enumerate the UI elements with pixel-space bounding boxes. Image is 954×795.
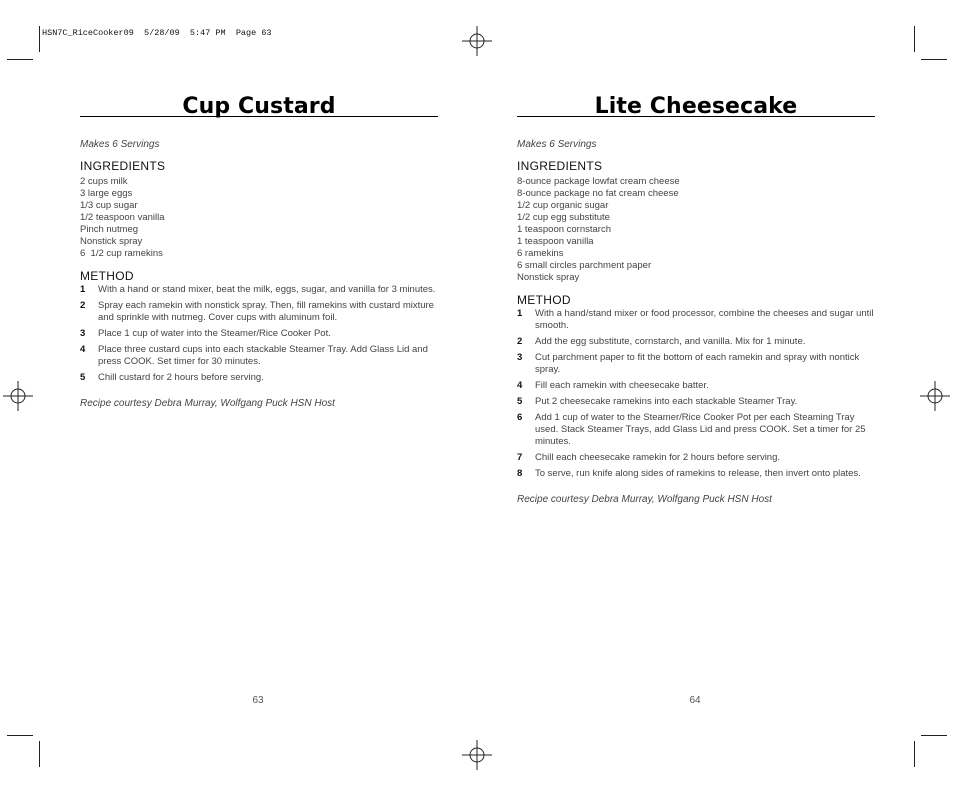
step-text: Chill each cheesecake ramekin for 2 hours before serving. xyxy=(535,452,781,463)
recipe-title: Cup Custard xyxy=(182,94,336,119)
ingredients-list xyxy=(517,176,875,284)
method-step xyxy=(517,452,875,464)
step-text: Chill custard for 2 hours before serving. xyxy=(98,372,264,383)
step-number: 6 xyxy=(517,412,523,423)
servings: Makes 6 Servings xyxy=(517,139,597,150)
step-number: 5 xyxy=(517,396,523,407)
step-text: Place 1 cup of water into the Steamer/Rice Cooker Pot. xyxy=(98,328,331,339)
ingredient-item: 6 1/2 cup ramekins xyxy=(80,248,163,259)
step-number: 3 xyxy=(80,328,86,339)
step-number: 1 xyxy=(80,284,86,295)
ingredient-item: 8-ounce package no fat cream cheese xyxy=(517,188,679,199)
method-step xyxy=(80,328,438,340)
method-steps xyxy=(80,284,438,384)
recipe-credit: Recipe courtesy Debra Murray, Wolfgang Puck HSN Host xyxy=(517,494,772,505)
ingredients-heading: INGREDIENTS xyxy=(80,159,166,173)
method-step xyxy=(517,412,875,448)
method-step xyxy=(80,344,438,368)
ingredient-item: 3 large eggs xyxy=(80,188,133,199)
crop-mark-bottom-right-h xyxy=(921,735,947,736)
recipe-credit: Recipe courtesy Debra Murray, Wolfgang Puck HSN Host xyxy=(80,398,335,409)
page-number-right: 64 xyxy=(689,695,701,706)
crop-mark-bottom-left-h xyxy=(7,735,33,736)
step-number: 3 xyxy=(517,352,523,363)
method-step xyxy=(517,468,875,480)
step-text: Add the egg substitute, cornstarch, and vanilla. Mix for 1 minute. xyxy=(535,336,806,347)
step-number: 8 xyxy=(517,468,523,479)
servings: Makes 6 Servings xyxy=(80,139,160,150)
left-page-cup-custard xyxy=(80,94,438,409)
ingredients-list xyxy=(80,176,438,260)
crop-mark-top-right-h xyxy=(921,59,947,60)
step-number: 4 xyxy=(80,344,86,355)
step-text: Put 2 cheesecake ramekins into each stackable Steamer Tray. xyxy=(535,396,798,407)
method-step xyxy=(80,284,438,296)
ingredient-item: Nonstick spray xyxy=(517,272,580,283)
page-number-left: 63 xyxy=(252,695,264,706)
ingredient-item: 6 small circles parchment paper xyxy=(517,260,652,271)
recipe-title: Lite Cheesecake xyxy=(594,94,798,119)
ingredient-item: Nonstick spray xyxy=(80,236,143,247)
ingredient-item: 1/3 cup sugar xyxy=(80,200,138,211)
method-step xyxy=(80,300,438,324)
ingredient-item: 1/2 cup egg substitute xyxy=(517,212,610,223)
step-number: 5 xyxy=(80,372,86,383)
crop-mark-top-right-v xyxy=(914,26,915,52)
print-slug: HSN7C_RiceCooker09 5/28/09 5:47 PM Page 63 xyxy=(42,28,272,38)
step-text: Fill each ramekin with cheesecake batter. xyxy=(535,380,709,391)
right-page-lite-cheesecake xyxy=(517,94,875,505)
step-number: 2 xyxy=(80,300,86,311)
registration-mark-bottom xyxy=(462,740,492,770)
method-heading: METHOD xyxy=(80,269,134,283)
method-step xyxy=(517,396,875,408)
crop-mark-bottom-left-v xyxy=(39,741,40,767)
method-step xyxy=(517,308,875,332)
title-row xyxy=(80,94,438,124)
step-number: 7 xyxy=(517,452,523,463)
ingredient-item: 8-ounce package lowfat cream cheese xyxy=(517,176,680,187)
registration-mark-left xyxy=(3,381,33,411)
step-text: With a hand/stand mixer or food processor, combine the cheeses and sugar until smooth. xyxy=(535,308,874,331)
ingredient-item: 1 teaspoon cornstarch xyxy=(517,224,612,235)
step-text: Add 1 cup of water to the Steamer/Rice Cooker Pot per each Steaming Tray used. Stack Steamer Trays, add Glass Lid and press COOK. Set a timer for 25 minutes. xyxy=(535,412,866,447)
method-step xyxy=(517,380,875,392)
ingredient-item: 1/2 cup organic sugar xyxy=(517,200,609,211)
registration-mark-right xyxy=(920,381,950,411)
ingredient-item: 1 teaspoon vanilla xyxy=(517,236,594,247)
method-step xyxy=(517,352,875,376)
ingredient-item: Pinch nutmeg xyxy=(80,224,139,235)
ingredient-item: 6 ramekins xyxy=(517,248,564,259)
method-heading: METHOD xyxy=(517,293,571,307)
ingredient-item: 2 cups milk xyxy=(80,176,128,187)
step-number: 1 xyxy=(517,308,523,319)
title-row xyxy=(517,94,875,124)
step-text: With a hand or stand mixer, beat the milk, eggs, sugar, and vanilla for 3 minutes. xyxy=(98,284,436,295)
step-text: Spray each ramekin with nonstick spray. Then, fill ramekins with custard mixture and sprinkle with nutmeg. Cover cups with aluminum foil. xyxy=(98,300,434,323)
registration-mark-top xyxy=(462,26,492,56)
ingredient-item: 1/2 teaspoon vanilla xyxy=(80,212,165,223)
crop-mark-top-left-h xyxy=(7,59,33,60)
method-steps xyxy=(517,308,875,480)
step-text: Cut parchment paper to fit the bottom of each ramekin and spray with nontick spray. xyxy=(535,352,860,375)
step-text: To serve, run knife along sides of ramekins to release, then invert onto plates. xyxy=(535,468,861,479)
crop-mark-bottom-right-v xyxy=(914,741,915,767)
method-step xyxy=(80,372,438,384)
step-number: 4 xyxy=(517,380,523,391)
method-step xyxy=(517,336,875,348)
ingredients-heading: INGREDIENTS xyxy=(517,159,603,173)
crop-mark-top-left-v xyxy=(39,26,40,52)
step-number: 2 xyxy=(517,336,523,347)
step-text: Place three custard cups into each stackable Steamer Tray. Add Glass Lid and press COOK. Set timer for 30 minutes. xyxy=(98,344,428,367)
